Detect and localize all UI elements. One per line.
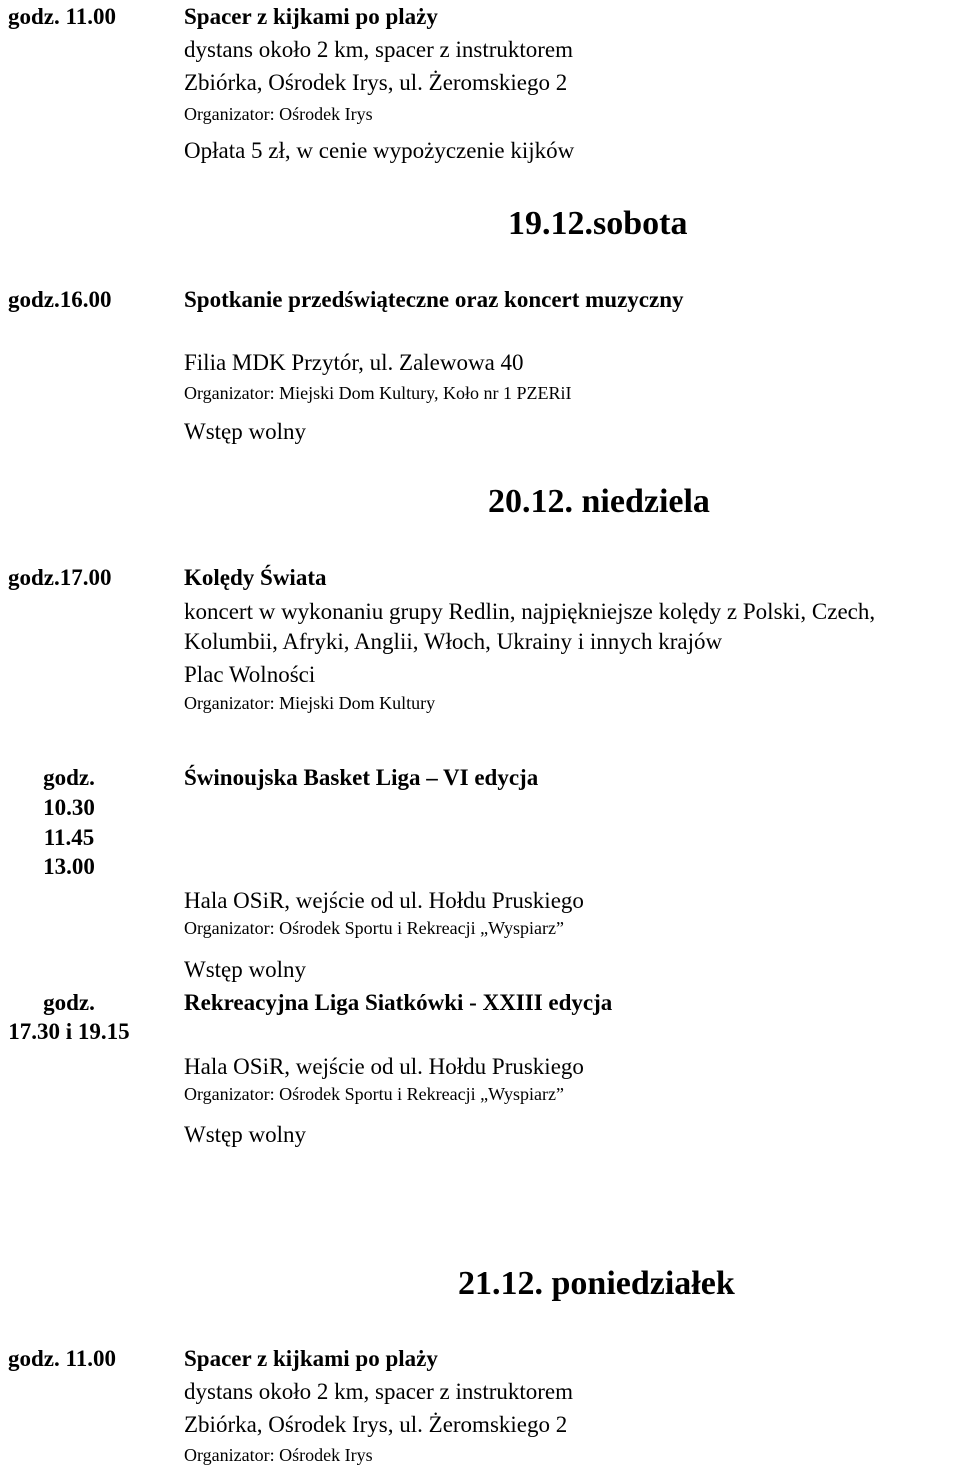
event-title: Spacer z kijkami po plaży [184,4,438,29]
event-entry: Wstęp wolny [184,1122,307,1147]
event-time-label: godz. [43,765,95,790]
event-title: Spotkanie przedświąteczne oraz koncert muzyczny [184,287,684,312]
event-entry: Wstęp wolny [184,957,307,982]
event-time: godz.17.00 [8,565,112,590]
event-time: godz. 11.00 [8,1346,116,1371]
event-organizer: Organizator: Ośrodek Irys [184,104,373,124]
event-time: 13.00 [43,854,95,879]
event-place: Zbiórka, Ośrodek Irys, ul. Żeromskiego 2 [184,70,568,95]
event-place: Zbiórka, Ośrodek Irys, ul. Żeromskiego 2 [184,1412,568,1437]
event-title: Kolędy Świata [184,565,327,590]
day-heading: 20.12. niedziela [488,483,710,520]
event-organizer: Organizator: Miejski Dom Kultury, Koło nr 1 PZERiI [184,383,572,403]
event-place: Plac Wolności [184,662,316,687]
event-title: Rekreacyjna Liga Siatkówki - XXIII edycja [184,990,613,1015]
event-entry: Wstęp wolny [184,419,307,444]
event-organizer: Organizator: Ośrodek Sportu i Rekreacji „Wyspiarz” [184,1084,564,1104]
event-organizer: Organizator: Miejski Dom Kultury [184,693,436,713]
event-description: dystans około 2 km, spacer z instruktorem [184,37,574,62]
event-description: Kolumbii, Afryki, Anglii, Włoch, Ukrainy i innych krajów [184,629,723,654]
day-heading: 21.12. poniedziałek [458,1265,735,1302]
event-title: Spacer z kijkami po plaży [184,1346,438,1371]
event-place: Hala OSiR, wejście od ul. Hołdu Pruskiego [184,888,584,913]
event-time-label: godz. [43,990,95,1015]
event-title: Świnoujska Basket Liga – VI edycja [184,765,539,790]
event-fee: Opłata 5 zł, w cenie wypożyczenie kijków [184,138,575,163]
event-time: 10.30 [43,795,95,820]
event-time: 17.30 i 19.15 [8,1019,130,1044]
event-description: koncert w wykonaniu grupy Redlin, najpiękniejsze kolędy z Polski, Czech, [184,599,876,624]
event-time: godz.16.00 [8,287,112,312]
event-time: 11.45 [43,825,95,850]
event-description: dystans około 2 km, spacer z instruktorem [184,1379,574,1404]
event-organizer: Organizator: Ośrodek Irys [184,1445,373,1465]
event-place: Filia MDK Przytór, ul. Zalewowa 40 [184,350,524,375]
event-time: godz. 11.00 [8,4,116,29]
day-heading: 19.12.sobota [508,205,688,242]
event-place: Hala OSiR, wejście od ul. Hołdu Pruskiego [184,1054,584,1079]
event-organizer: Organizator: Ośrodek Sportu i Rekreacji „Wyspiarz” [184,918,564,938]
